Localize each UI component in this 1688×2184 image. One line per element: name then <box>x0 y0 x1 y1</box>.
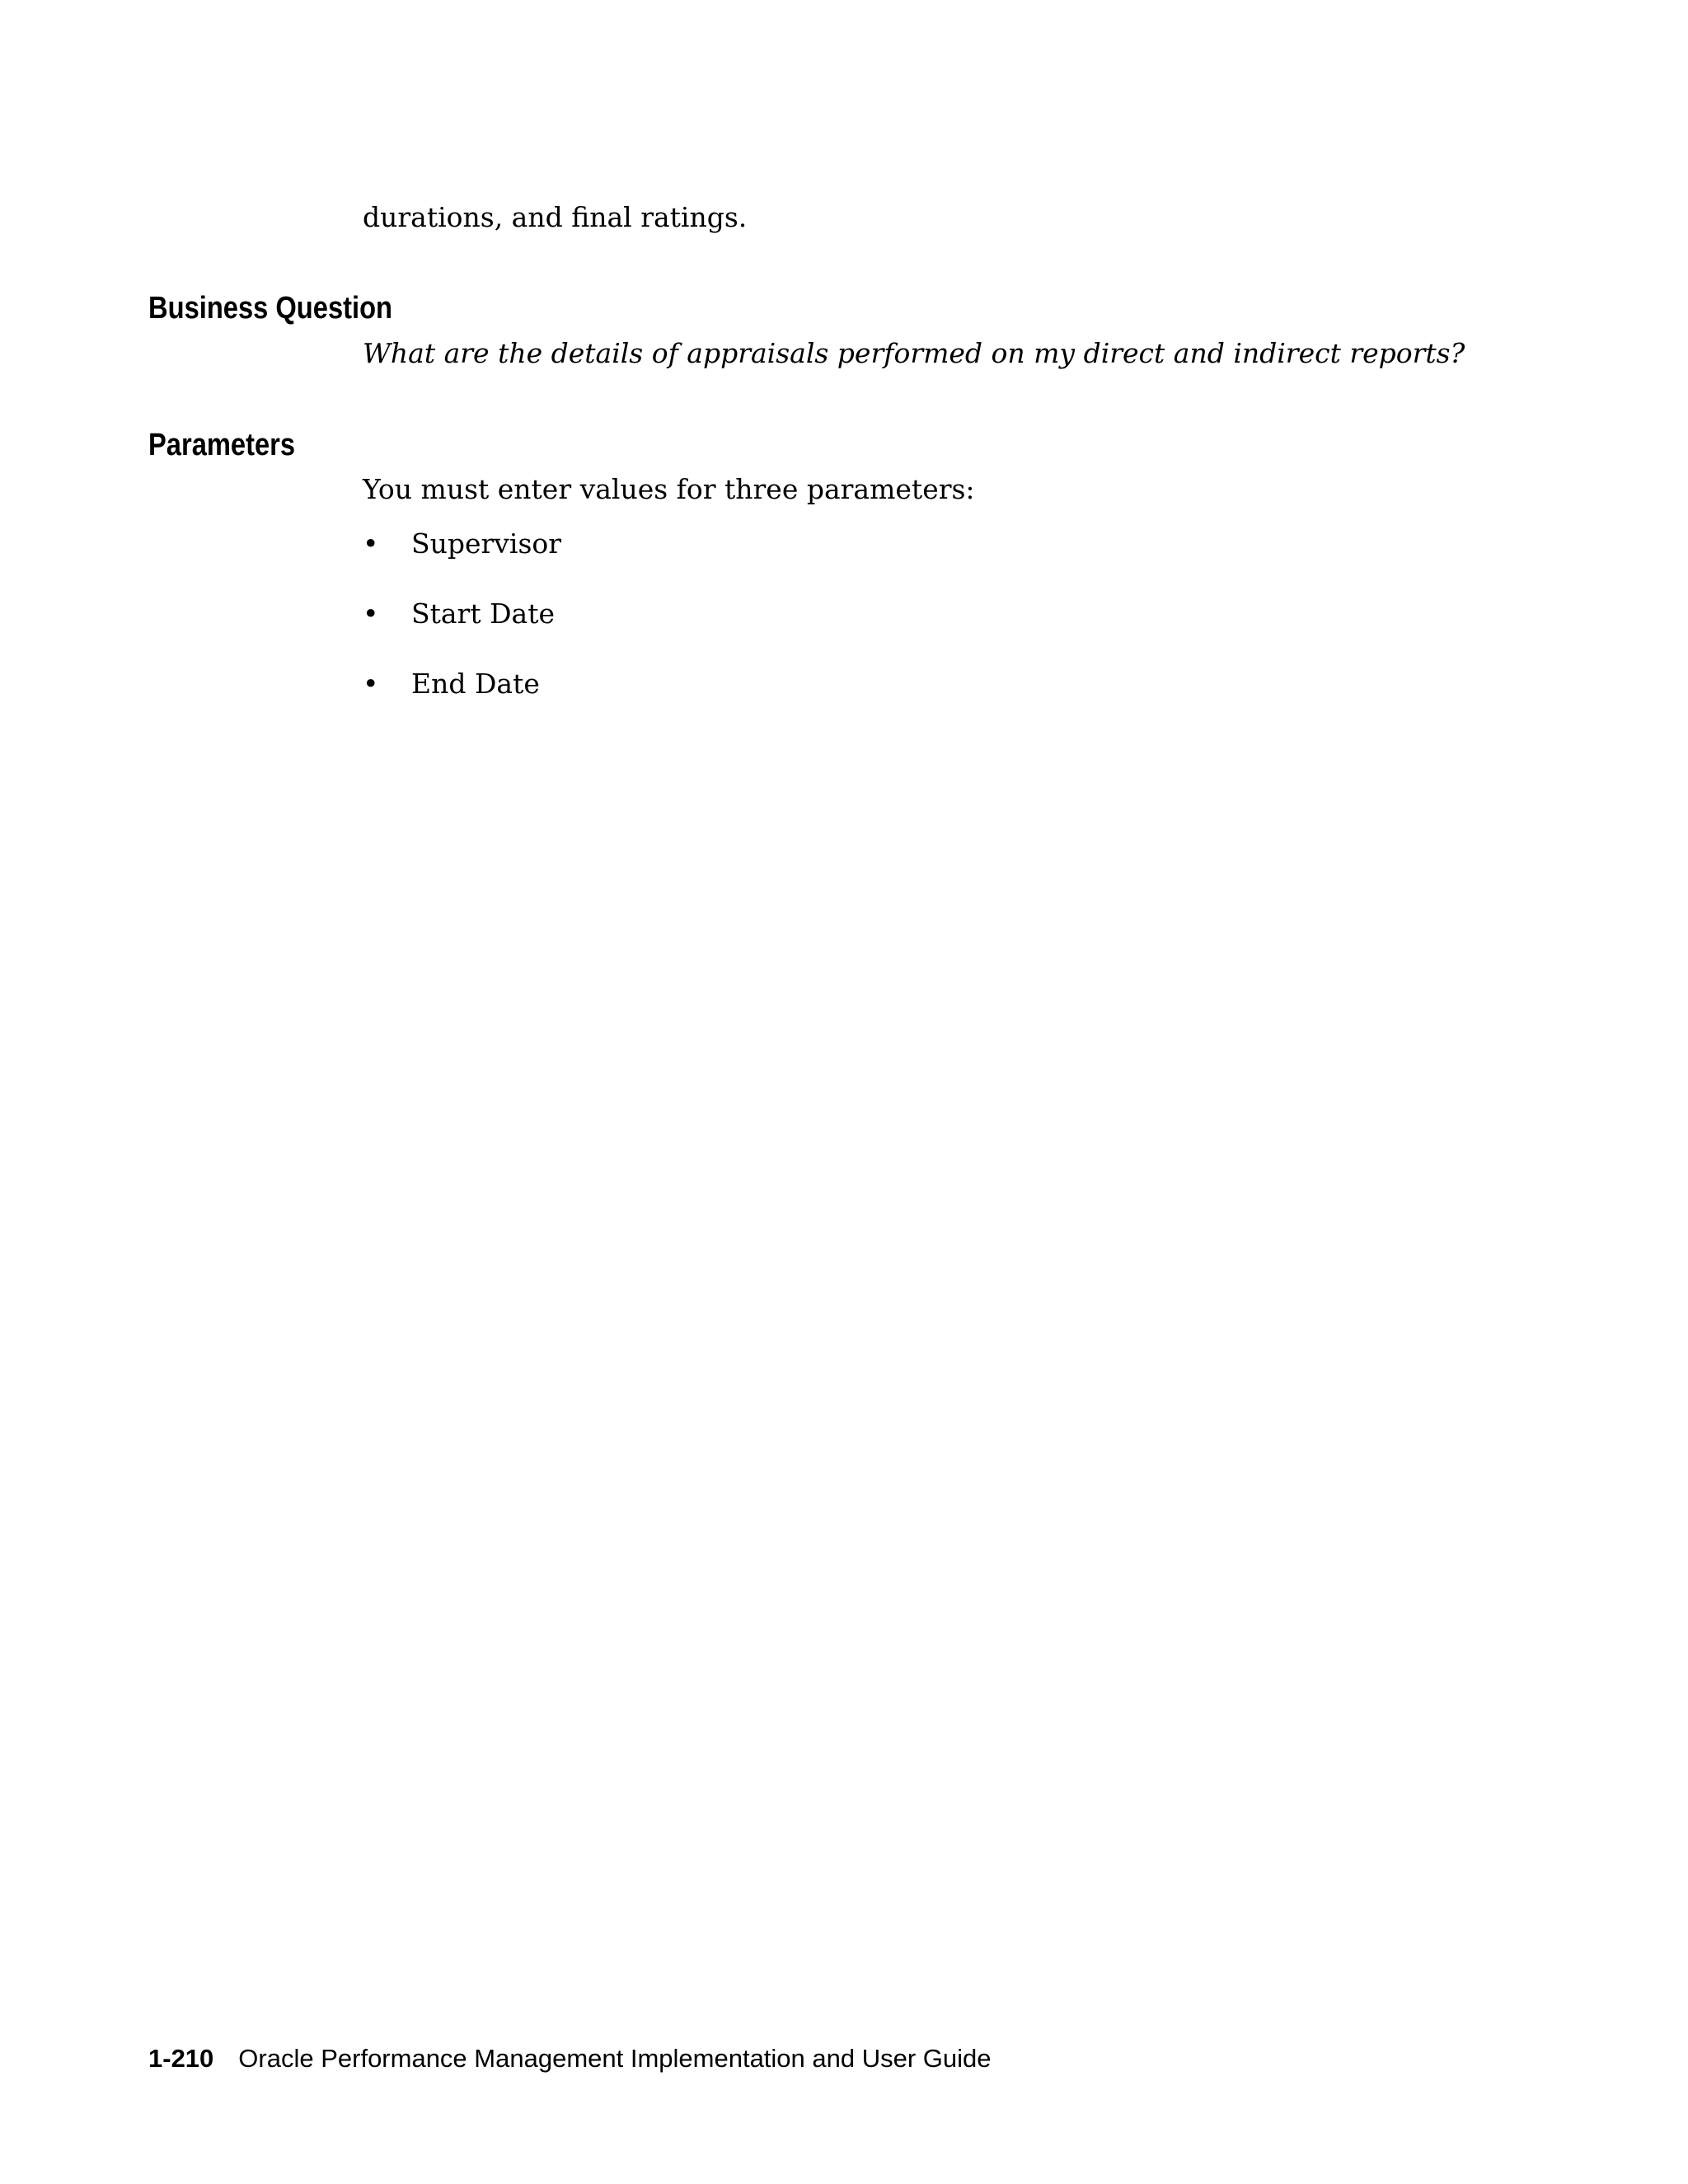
business-question-heading: Business Question <box>148 291 393 326</box>
continuation-paragraph: durations, and final ratings. <box>363 201 748 233</box>
bullet-icon: • <box>363 668 379 700</box>
parameters-intro: You must enter values for three parameters: <box>363 473 975 505</box>
parameters-heading: Parameters <box>148 428 296 462</box>
book-title: Oracle Performance Management Implementation and User Guide <box>238 2044 992 2073</box>
bullet-icon: • <box>363 527 379 560</box>
page-number: 1-210 <box>148 2044 214 2073</box>
bullet-icon: • <box>363 598 379 630</box>
parameter-start-date: Start Date <box>411 598 555 630</box>
page-footer <box>148 2042 992 2075</box>
parameter-end-date: End Date <box>411 668 540 700</box>
business-question-text: What are the details of appraisals performed on my direct and indirect reports? <box>363 337 1465 369</box>
parameter-supervisor: Supervisor <box>411 527 562 560</box>
